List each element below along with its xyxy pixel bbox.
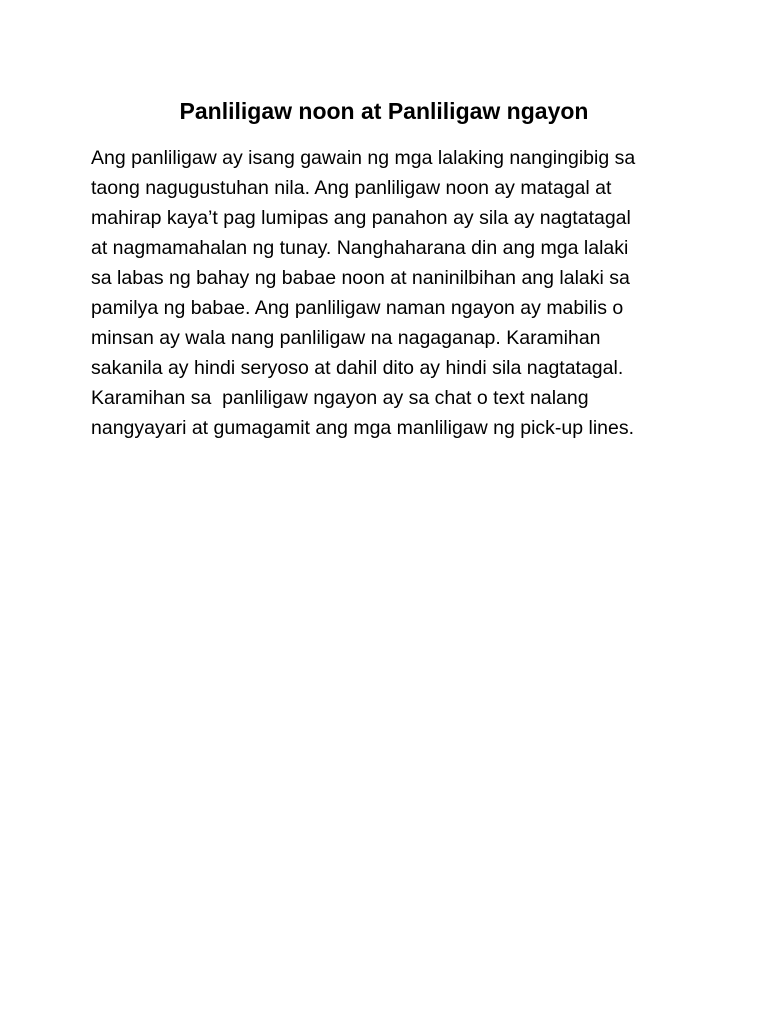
paragraph-line-3: mahirap kaya’t pag lumipas ang panahon ay sila ay nagtatagal [91,207,631,229]
document-title: Panliligaw noon at Panliligaw ngayon [179,98,589,124]
paragraph-line-8: sakanila ay hindi seryoso at dahil dito ay hindi sila nagtatagal. [91,357,624,379]
paragraph-line-6: pamilya ng babae. Ang panliligaw naman ngayon ay mabilis o [91,297,624,319]
paragraph-line-9: Karamihan sa panliligaw ngayon ay sa chat o text nalang [91,387,589,409]
paragraph-line-5: sa labas ng bahay ng babae noon at naninilbihan ang lalaki sa [91,267,630,289]
document-paragraph [91,143,691,443]
paragraph-line-4: at nagmamahalan ng tunay. Nanghaharana din ang mga lalaki [91,237,629,259]
paragraph-line-7: minsan ay wala nang panliligaw na nagaganap. Karamihan [91,327,601,349]
paragraph-line-2: taong nagugustuhan nila. Ang panliligaw noon ay matagal at [91,177,612,199]
paragraph-line-1: Ang panliligaw ay isang gawain ng mga lalaking nangingibig sa [91,147,636,169]
paragraph-line-10: nangyayari at gumagamit ang mga manliligaw ng pick-up lines. [91,417,635,439]
